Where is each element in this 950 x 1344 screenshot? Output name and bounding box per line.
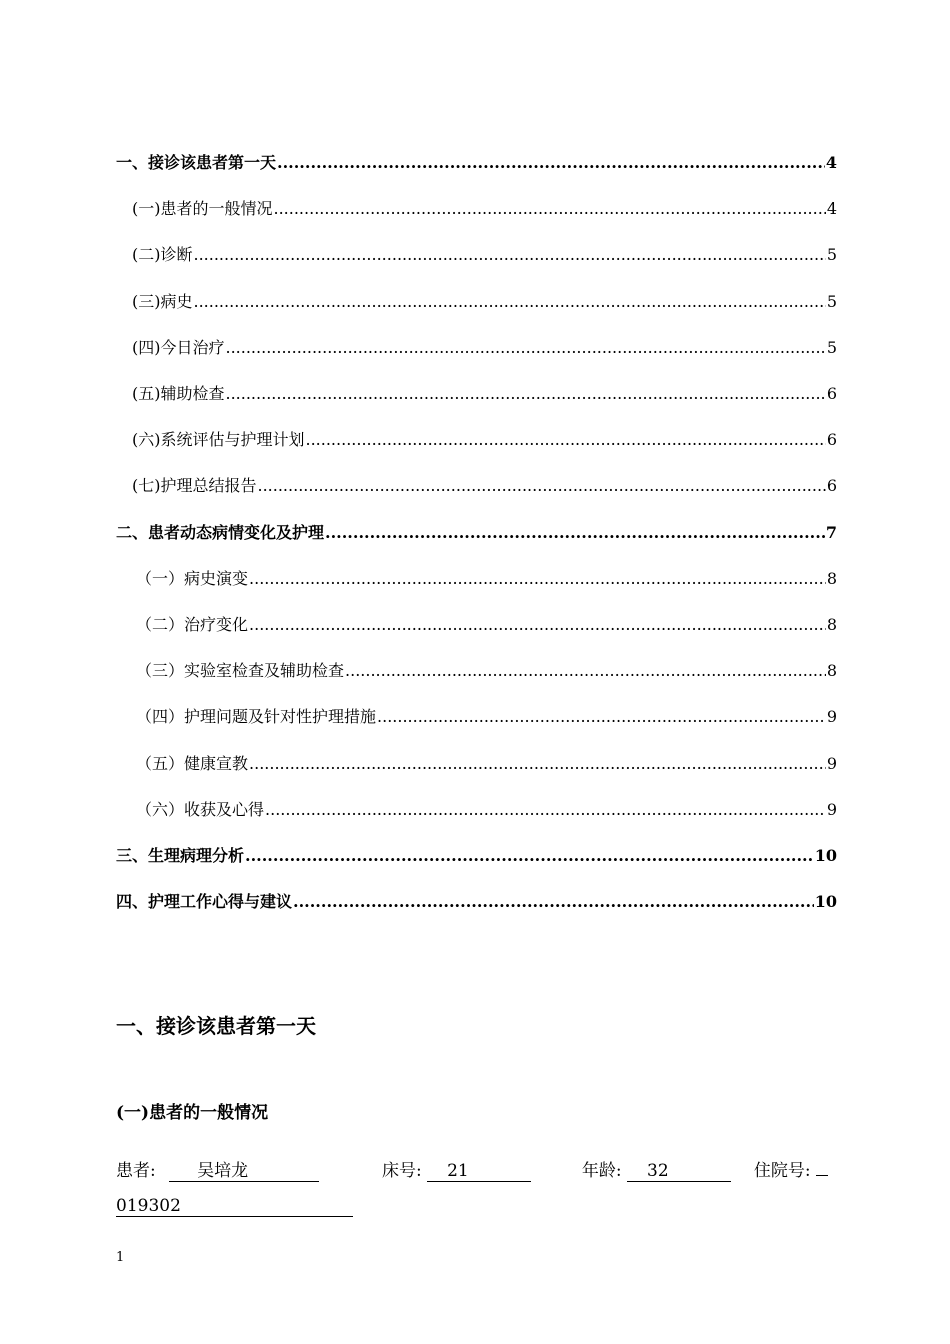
toc-entry-label: （二）治疗变化	[136, 615, 249, 634]
toc-entry-label: 三、生理病理分析	[116, 846, 245, 865]
bed-value: 21	[427, 1161, 531, 1182]
toc-entry[interactable]	[136, 566, 837, 590]
toc-entry-label: (二)诊断	[132, 245, 193, 265]
toc-entry-label: 四、护理工作心得与建议	[116, 892, 293, 912]
toc-entry-label: （四）护理问题及针对性护理措施	[136, 707, 377, 727]
admission-number-value: 019302	[116, 1196, 353, 1217]
admission-number-line	[116, 1196, 353, 1217]
toc-entry-page: 8	[826, 661, 837, 681]
toc-dot-leader	[226, 383, 826, 405]
toc-entry-page: 10	[814, 846, 837, 865]
toc-entry-label: 一、接诊该患者第一天	[116, 153, 277, 172]
toc-entry-page: 9	[826, 799, 837, 819]
toc-entry-label: (七)护理总结报告	[132, 476, 257, 496]
toc-entry[interactable]	[136, 658, 837, 682]
toc-entry-page: 6	[826, 476, 837, 496]
admission-label: 住院号:	[753, 1161, 811, 1181]
admission-underline-start	[816, 1175, 828, 1176]
toc-entry-page: 5	[826, 245, 837, 265]
toc-entry[interactable]	[116, 150, 837, 174]
toc-dot-leader	[306, 429, 826, 451]
toc-entry-page: 9	[826, 753, 837, 773]
toc-entry[interactable]	[132, 427, 837, 451]
toc-entry-page: 8	[826, 615, 837, 634]
toc-entry-label: 二、患者动态病情变化及护理	[116, 522, 325, 542]
subsection-heading: (一)患者的一般情况	[116, 1103, 269, 1123]
toc-entry-label: （三）实验室检查及辅助检查	[136, 661, 345, 681]
toc-dot-leader	[194, 244, 826, 266]
toc-dot-leader	[277, 152, 825, 174]
age-value: 32	[627, 1161, 731, 1182]
toc-entry-label: （六）收获及心得	[136, 799, 265, 819]
toc-dot-leader	[325, 522, 825, 544]
toc-entry[interactable]	[132, 381, 837, 405]
toc-dot-leader	[258, 475, 826, 497]
toc-entry-page: 6	[826, 384, 837, 403]
toc-entry[interactable]	[136, 612, 837, 636]
toc-entry-label: （五）健康宣教	[136, 753, 249, 773]
toc-entry[interactable]	[132, 335, 837, 359]
toc-dot-leader	[245, 845, 814, 867]
toc-dot-leader	[249, 614, 826, 636]
section-heading: 一、接诊该患者第一天	[116, 1014, 316, 1038]
toc-entry-page: 5	[826, 337, 837, 357]
toc-entry[interactable]	[116, 843, 837, 867]
toc-entry-page: 7	[825, 522, 837, 542]
toc-entry[interactable]	[116, 520, 837, 544]
toc-entry[interactable]	[132, 242, 837, 266]
toc-entry[interactable]	[116, 889, 837, 913]
toc-dot-leader	[377, 706, 826, 728]
toc-dot-leader	[274, 198, 826, 220]
toc-entry-label: (四)今日治疗	[132, 337, 225, 357]
toc-dot-leader	[249, 568, 826, 590]
toc-dot-leader	[345, 660, 826, 682]
toc-entry[interactable]	[136, 704, 837, 728]
toc-entry-page: 8	[826, 568, 837, 588]
toc-entry[interactable]	[132, 473, 837, 497]
toc-entry[interactable]	[132, 196, 837, 220]
toc-entry-page: 5	[826, 291, 837, 311]
toc-dot-leader	[249, 753, 826, 775]
toc-entry-page: 4	[825, 153, 837, 172]
patient-name-label: 患者:	[116, 1161, 156, 1181]
toc-entry[interactable]	[136, 751, 837, 775]
bed-label: 床号:	[381, 1161, 422, 1181]
toc-entry-page: 6	[826, 430, 837, 450]
toc-entry-label: (六)系统评估与护理计划	[132, 430, 305, 450]
patient-info-line	[116, 1156, 828, 1182]
toc-entry-label: (五)辅助检查	[132, 384, 225, 403]
age-label: 年龄:	[581, 1161, 622, 1181]
toc-entry[interactable]	[136, 797, 837, 821]
patient-name-value: 吴培龙	[169, 1161, 319, 1182]
toc-entry-label: （一）病史演变	[136, 568, 249, 588]
toc-dot-leader	[226, 337, 826, 359]
toc-entry-label: (三)病史	[132, 291, 193, 311]
page-number: 1	[116, 1250, 125, 1265]
toc-entry[interactable]	[132, 289, 837, 313]
toc-entry-label: (一)患者的一般情况	[132, 199, 273, 219]
toc-dot-leader	[265, 799, 826, 821]
toc-dot-leader	[293, 891, 814, 913]
toc-entry-page: 9	[826, 707, 837, 727]
toc-dot-leader	[194, 291, 826, 313]
toc-entry-page: 10	[814, 892, 837, 912]
toc-entry-page: 4	[826, 199, 837, 219]
